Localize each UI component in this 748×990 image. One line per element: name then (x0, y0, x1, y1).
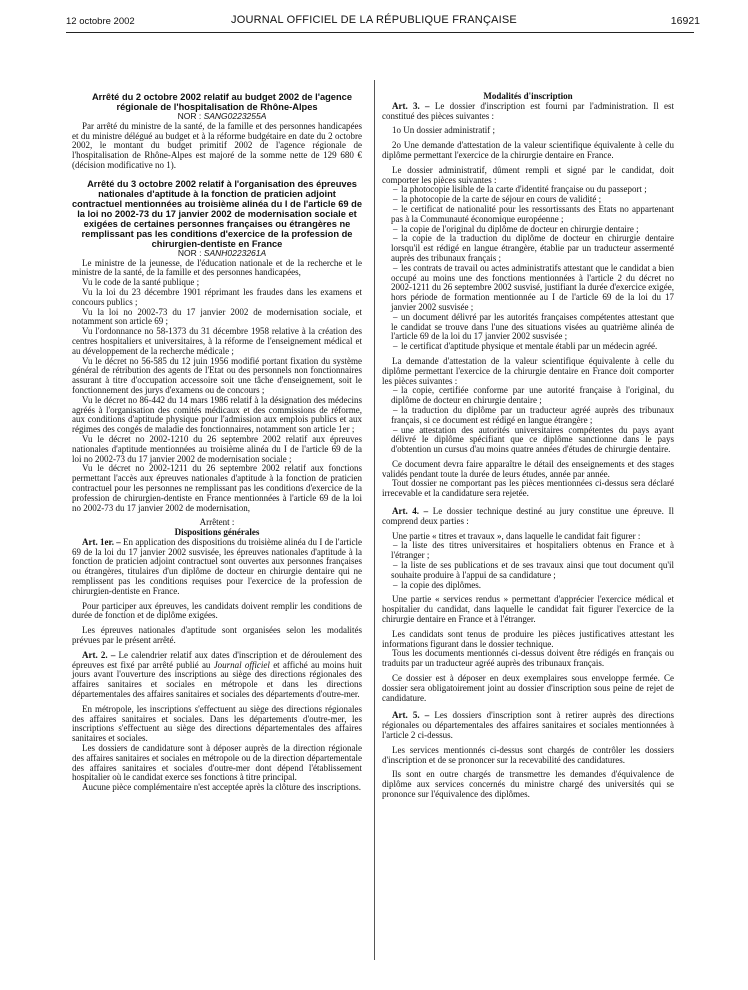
paragraph: Vu le décret no 2002-1211 du 26 septembre 2002 relatif aux fonctions permettant l'accès aux épreuves nationales d'aptitude à la fonction de praticien contractuel pour les personnes ne remplissant pas les conditions d'exercice de la profession de chirurgien-dentiste en France mentionnées à l'article 69 de la loi no 2002-73 du 17 janvier 2002 de modernisation, (72, 463, 362, 513)
paragraph: En métropole, les inscriptions s'effectuent au siège des directions régionales des affaires sanitaires et sociales. Dans les départements d'outre-mer, les inscriptions s'effectuent au siège des directions départementales des affaires sanitaires et sociales. (72, 703, 362, 744)
column-divider (374, 80, 375, 960)
list-item: – une attestation des autorités universitaires compétentes du pays ayant délivré le diplôme spécifiant que ce diplôme sanctionne dans le pays d'obtention un cursus d'au moins quatre années d'études de chirurgie dentaire. (382, 426, 674, 455)
paragraph: Vu la loi du 23 décembre 1901 réprimant les fraudes dans les examens et concours publics ; (72, 286, 362, 307)
paragraph: Tout dossier ne comportant pas les pièces mentionnées ci-dessus sera déclaré irrecevable et la candidature sera rejetée. (382, 478, 674, 499)
paragraph: La demande d'attestation de la valeur scientifique équivalente à celle du diplôme permettant l'exercice de la chirurgie dentaire en France doit comporter les pièces suivantes : (382, 355, 674, 386)
list-item: – la copie des diplômes. (382, 581, 674, 591)
paragraph: Ce dossier est à déposer en deux exemplaires sous enveloppe fermée. Ce dossier sera obligatoirement joint au dossier d'inscription sous peine de rejet de candidature. (382, 673, 674, 703)
list-item: – un document délivré par les autorités françaises compétentes attestant que le candidat se trouve dans l'une des situations visées au quatrième alinéa de l'article 69 de la loi du 17 janvier 2002 susvisée ; (382, 313, 674, 342)
list-item: – la liste de ses publications et de ses travaux ainsi que tout document qu'il souhaite produire à l'appui de sa candidature ; (382, 561, 674, 581)
decree-title-epreuves: Arrêté du 3 octobre 2002 relatif à l'organisation des épreuves nationales d'aptitude à la fonction de praticien adjoint contractuel mentionnées au troisième alinéa du I de l'article 69 de la loi no 2002-73 du 17 janvier 2002 de modernisation sociale et exigées de certaines personnes françaises ou étrangères ne remplissant pas les conditions d'exercice de la profession de chirurgien-dentiste en France (72, 178, 362, 249)
paragraph: Vu la loi no 2002-73 du 17 janvier 2002 de modernisation sociale, et notamment son article 69 ; (72, 306, 362, 327)
paragraph: Aucune pièce complémentaire n'est acceptée après la clôture des inscriptions. (82, 782, 361, 793)
paragraph: Le dossier administratif, dûment rempli et signé par le candidat, doit comporter les pièces suivantes : (382, 164, 674, 185)
paragraph: 2o Une demande d'attestation de la valeur scientifique équivalente à celle du diplôme permettant l'exercice de la chirurgie dentaire en France. (382, 140, 674, 160)
paragraph: Une partie « services rendus » permettant d'apprécier l'exercice médical et hospitalier du candidat, dans laquelle le candidat fait figurer l'exercice de la chirurgie dentaire en France et à l'étranger. (382, 594, 674, 625)
paragraph: Vu l'ordonnance no 58-1373 du 31 décembre 1958 relative à la création des centres hospitaliers et universitaires, à la réforme de l'enseignement médical et au développement de la recherche médicale ; (72, 326, 362, 356)
list-administrative (382, 185, 674, 352)
paragraph: Ils sont en outre chargés de transmettre les demandes d'équivalence de diplôme aux services concernés du ministre chargé des universités qui se prononce sur l'équivalence des diplômes. (382, 769, 674, 799)
article-2: Art. 2. – Le calendrier relatif aux dates d'inscription et de déroulement des épreuves est fixé par arrêté publié au Journal officiel et affiché au moins huit jours avant l'ouverture des inscriptions au siège des directions régionales des affaires sanitaires et sociales en métropole et dans les directions départementales des affaires sanitaires et sociales des départements d'outre-mer. (72, 649, 362, 700)
paragraph: Par arrêté du ministre de la santé, de la famille et des personnes handicapées et du ministre délégué au budget et à la réforme budgétaire en date du 2 octobre 2002, le montant du budget primitif 2002 de l'agence régionale de l'hospitalisation de Rhône-Alpes est majoré de la somme nette de 129 680 € (décision modificative no 1). (72, 120, 362, 170)
paragraph: Une partie « titres et travaux », dans laquelle le candidat fait figurer : (392, 530, 641, 541)
section-heading: Dispositions générales (174, 527, 260, 538)
list-item: – la traduction du diplôme par un traducteur agréé auprès des tribunaux français, si ce document est rédigé en langue étrangère ; (382, 406, 674, 426)
section-heading: Modalités d'inscription (483, 91, 573, 101)
paragraph: Ce document devra faire apparaître le détail des enseignements et des stages validés pendant toute la durée de leurs études, année par année. (382, 458, 674, 479)
paragraph: Tous les documents mentionnés ci-dessus doivent être rédigés en français ou traduits par un traducteur agréé auprès des tribunaux français. (382, 648, 674, 669)
paragraph: Vu le décret no 86-442 du 14 mars 1986 relatif à la désignation des médecins agréés à l'organisation des comités médicaux et des commissions de réforme, aux conditions d'aptitude physique pour l'admission aux emplois publics et aux régimes des congés de maladie des fonctionnaires, notamment son article 1er ; (72, 394, 362, 435)
paragraph: Vu le code de la santé publique ; (82, 277, 200, 288)
article-3: Art. 3. – Le dossier d'inscription est fourni par l'administration. Il est constitué des pièces suivantes : (382, 100, 674, 121)
list-item: – la copie de l'original du diplôme de docteur en chirurgie dentaire ; (382, 225, 674, 235)
list-item: – le certificat de nationalité pour les ressortissants des Etats no appartenant pas à la Communauté économique européenne ; (382, 205, 674, 225)
decree-title-budget: Arrêté du 2 octobre 2002 relatif au budget 2002 de l'agence régionale de l'hospitalisation de Rhône-Alpes (91, 92, 353, 112)
journal-title: JOURNAL OFFICIEL DE LA RÉPUBLIQUE FRANÇAISE (231, 14, 517, 26)
right-column (382, 92, 674, 800)
list-item: – la copie, certifiée conforme par une autorité française à l'original, du diplôme de docteur en chirurgie dentaire ; (382, 386, 674, 406)
nor-reference: NOR : SANG0223255A (177, 111, 267, 121)
list-item: – la liste des titres universitaires et hospitaliers obtenus en France et à l'étranger ; (382, 541, 674, 561)
article-1: Art. 1er. – En application des dispositions du troisième alinéa du I de l'article 69 de la loi du 17 janvier 2002 susvisée, les épreuves nationales d'aptitude à la fonction de praticien adjoint contractuel sont ouvertes aux personnes françaises ou étrangères, titulaires d'un diplôme de docteur en chirurgie dentaire qui ne remplissent pas les conditions requises pour l'exercice de la profession de chirurgien-dentiste en France. (72, 536, 363, 596)
issue-date: 12 octobre 2002 (66, 16, 135, 27)
page-header (0, 10, 748, 32)
list-item: – la photocopie de la carte de séjour en cours de validité ; (382, 195, 674, 205)
paragraph: Les candidats sont tenus de produire les pièces justificatives attestant les informations figurant dans le dossier technique. (382, 628, 674, 649)
list-attestation (382, 386, 674, 455)
left-column (72, 92, 362, 793)
page-number: 16921 (670, 15, 700, 27)
list-titres (382, 541, 674, 590)
paragraph: Pour participer aux épreuves, les candidats doivent remplir les conditions de durée de fonction et de diplôme exigées. (72, 600, 362, 621)
list-item: – la photocopie lisible de la carte d'identité française ou du passeport ; (382, 185, 674, 195)
list-item: – le certificat d'aptitude physique et mentale établi par un médecin agréé. (382, 342, 674, 352)
paragraph: Les épreuves nationales d'aptitude sont organisées selon les modalités prévues par le présent arrêté. (72, 625, 362, 646)
paragraph: Vu le décret no 56-585 du 12 juin 1956 modifié portant fixation du système général de rétribution des agents de l'Etat ou des personnels non fonctionnaires assurant à titre d'occupation accessoire soit une tâche d'enseignement, soit le fonctionnement des jurys d'examens ou de concours ; (72, 355, 362, 395)
paragraph: Les services mentionnés ci-dessus sont chargés de contrôler les dossiers d'inscription et de se prononcer sur la recevabilité des candidatures. (382, 744, 674, 765)
header-rule (66, 32, 694, 33)
nor-reference: NOR : SANH0223261A (177, 247, 267, 258)
list-item: – les contrats de travail ou actes administratifs attestant que le candidat a bien occupé au moins une des fonctions mentionnées à l'article 2 du décret no 2002-1211 du 26 septembre 2002 susvisé, justifiant la durée d'exercice exigée, hors période de formation mentionnée au I de l'article 69 de la loi du 17 janvier 2002 susvisée ; (382, 264, 674, 313)
article-5: Art. 5. – Les dossiers d'inscription sont à retirer auprès des directions régionales ou départementales des affaires sanitaires et sociales mentionnées à l'article 2 ci-dessus. (382, 710, 674, 741)
paragraph: Le ministre de la jeunesse, de l'éducation nationale et de la recherche et le ministre de la santé, de la famille et des personnes handicapées, (72, 257, 362, 278)
paragraph: Les dossiers de candidature sont à déposer auprès de la direction régionale des affaires sanitaires et sociales en métropole ou de la direction départementale des affaires sanitaires et sociales d'outre-mer dont dépend l'établissement hospitalier où le candidat exerce ses fonctions à titre principal. (72, 743, 362, 783)
article-4: Art. 4. – Le dossier technique destiné au jury constitue une épreuve. Il comprend deux parties : (382, 506, 674, 526)
paragraph: 1o Un dossier administratif ; (392, 125, 495, 136)
list-item: – la copie de la traduction du diplôme de docteur en chirurgie dentaire lorsqu'il est rédigé en langue étrangère, établie par un traducteur assermenté auprès des tribunaux français ; (382, 234, 674, 263)
arretent: Arrêtent : (199, 517, 235, 528)
paragraph: Vu le décret no 2002-1210 du 26 septembre 2002 relatif aux épreuves nationales d'aptitude mentionnées au troisième alinéa du I de l'article 69 de la loi no 2002-73 du 17 janvier 2002 de modernisation sociale ; (72, 433, 362, 464)
